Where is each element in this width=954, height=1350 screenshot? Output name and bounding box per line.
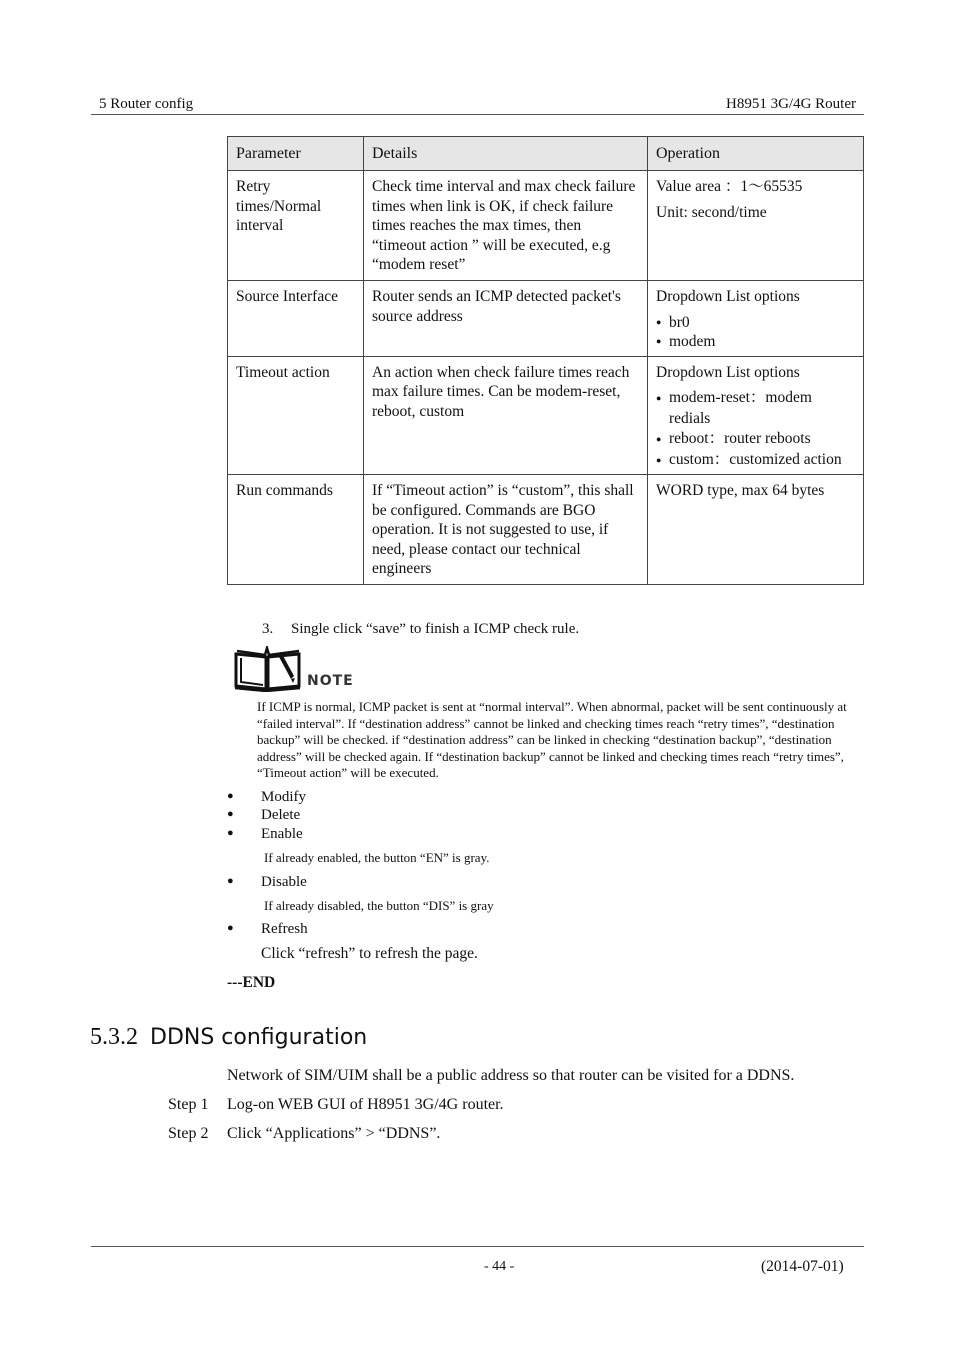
header-chapter: 5 Router config <box>99 96 194 112</box>
bullet-dot-icon: ● <box>227 808 234 820</box>
section-heading <box>90 1024 367 1051</box>
details-cell: Router sends an ICMP detected packet's source address <box>364 281 648 357</box>
table-header-cell: Details <box>364 137 648 171</box>
parameter-table <box>227 136 864 585</box>
operation-line: Value area ：1～65535 <box>656 178 803 195</box>
param-cell: Source Interface <box>228 281 364 357</box>
enable-note: If already enabled, the button “EN” is gray. <box>264 850 490 865</box>
operation-cell <box>648 281 864 357</box>
page-number: - 44 - <box>484 1259 515 1274</box>
operation-cell <box>648 356 864 475</box>
step-3 <box>262 621 579 638</box>
step-2-label: Step 2 <box>168 1125 209 1142</box>
table-header-cell: Operation <box>648 137 864 171</box>
bullet-label: Disable <box>261 874 307 890</box>
option-item: ● reboot：router reboots <box>656 429 855 450</box>
table-row <box>228 475 864 585</box>
section-intro: Network of SIM/UIM shall be a public address so that router can be visited for a DDNS. <box>227 1067 795 1084</box>
option-item: ● modem-reset：modem redials <box>656 388 855 429</box>
bullet-label: Enable <box>261 826 303 842</box>
refresh-note: Click “refresh” to refresh the page. <box>261 945 478 962</box>
section-title: DDNS configuration <box>150 1025 368 1050</box>
table-row <box>228 171 864 281</box>
operation-line: Dropdown List options <box>656 288 800 305</box>
operation-line: Dropdown List options <box>656 363 800 381</box>
operation-line: Unit: second/time <box>656 203 767 221</box>
option-list <box>656 313 855 352</box>
param-cell: Timeout action <box>228 356 364 475</box>
bullet-dot-icon: ● <box>227 922 234 934</box>
footer-rule <box>91 1246 864 1247</box>
step-1-text: Log-on WEB GUI of H8951 3G/4G router. <box>227 1096 504 1113</box>
option-item: ● custom：customized action <box>656 450 855 471</box>
table-row <box>228 356 864 475</box>
section-number: 5.3.2 <box>90 1024 138 1050</box>
footer-date: (2014-07-01) <box>761 1258 844 1275</box>
table-header-cell: Parameter <box>228 137 364 171</box>
param-cell: Run commands <box>228 475 364 585</box>
disable-note: If already disabled, the button “DIS” is gray <box>264 898 494 913</box>
header-rule <box>91 114 864 115</box>
option-list <box>656 388 855 470</box>
details-cell: Check time interval and max check failure times when link is OK, if check failure times reaches the max times, then “timeout action ” will be executed, e.g “modem reset” <box>364 171 648 281</box>
param-cell: Retry times/Normal interval <box>228 171 364 281</box>
table-header-row <box>228 137 864 171</box>
step-3-text: Single click “save” to finish a ICMP check rule. <box>291 621 580 637</box>
header-product: H8951 3G/4G Router <box>726 96 856 112</box>
bullet-label: Refresh <box>261 921 308 937</box>
end-marker: ---END <box>227 974 276 991</box>
option-item: ● br0 <box>656 313 855 333</box>
operation-cell <box>648 475 864 585</box>
step-3-number: 3. <box>262 621 274 637</box>
bullet-dot-icon: ● <box>227 875 234 887</box>
step-2-text: Click “Applications” > “DDNS”. <box>227 1125 441 1142</box>
step-1-label: Step 1 <box>168 1096 209 1113</box>
open-book-pen-icon <box>233 646 303 692</box>
option-item: ● modem <box>656 332 855 352</box>
bullet-label: Modify <box>261 789 306 805</box>
details-cell: An action when check failure times reach max failure times. Can be modem-reset, reboot, custom <box>364 356 648 475</box>
table-row <box>228 281 864 357</box>
bullet-dot-icon: ● <box>227 827 234 839</box>
bullet-label: Delete <box>261 807 301 823</box>
note-badge <box>233 646 357 692</box>
note-label: NOTE <box>307 673 354 689</box>
details-cell: If “Timeout action” is “custom”, this shall be configured. Commands are BGO operation. It is not suggested to use, if need, please contact our technical engineers <box>364 475 648 585</box>
operation-cell <box>648 171 864 281</box>
operation-line: WORD type, max 64 bytes <box>656 482 825 499</box>
note-text: If ICMP is normal, ICMP packet is sent at “normal interval”. When abnormal, packet will be sent continuously at “failed interval”. If “destination address” cannot be linked and checking times reach “retry times”, “destination backup” will be checked. if “destination address” can be linked in checking “destination backup”, “destination address” will be checked again. If “destination backup” cannot be linked and checking times reach “retry times”, “Timeout action” will be executed. <box>257 699 847 781</box>
bullet-dot-icon: ● <box>227 790 234 802</box>
